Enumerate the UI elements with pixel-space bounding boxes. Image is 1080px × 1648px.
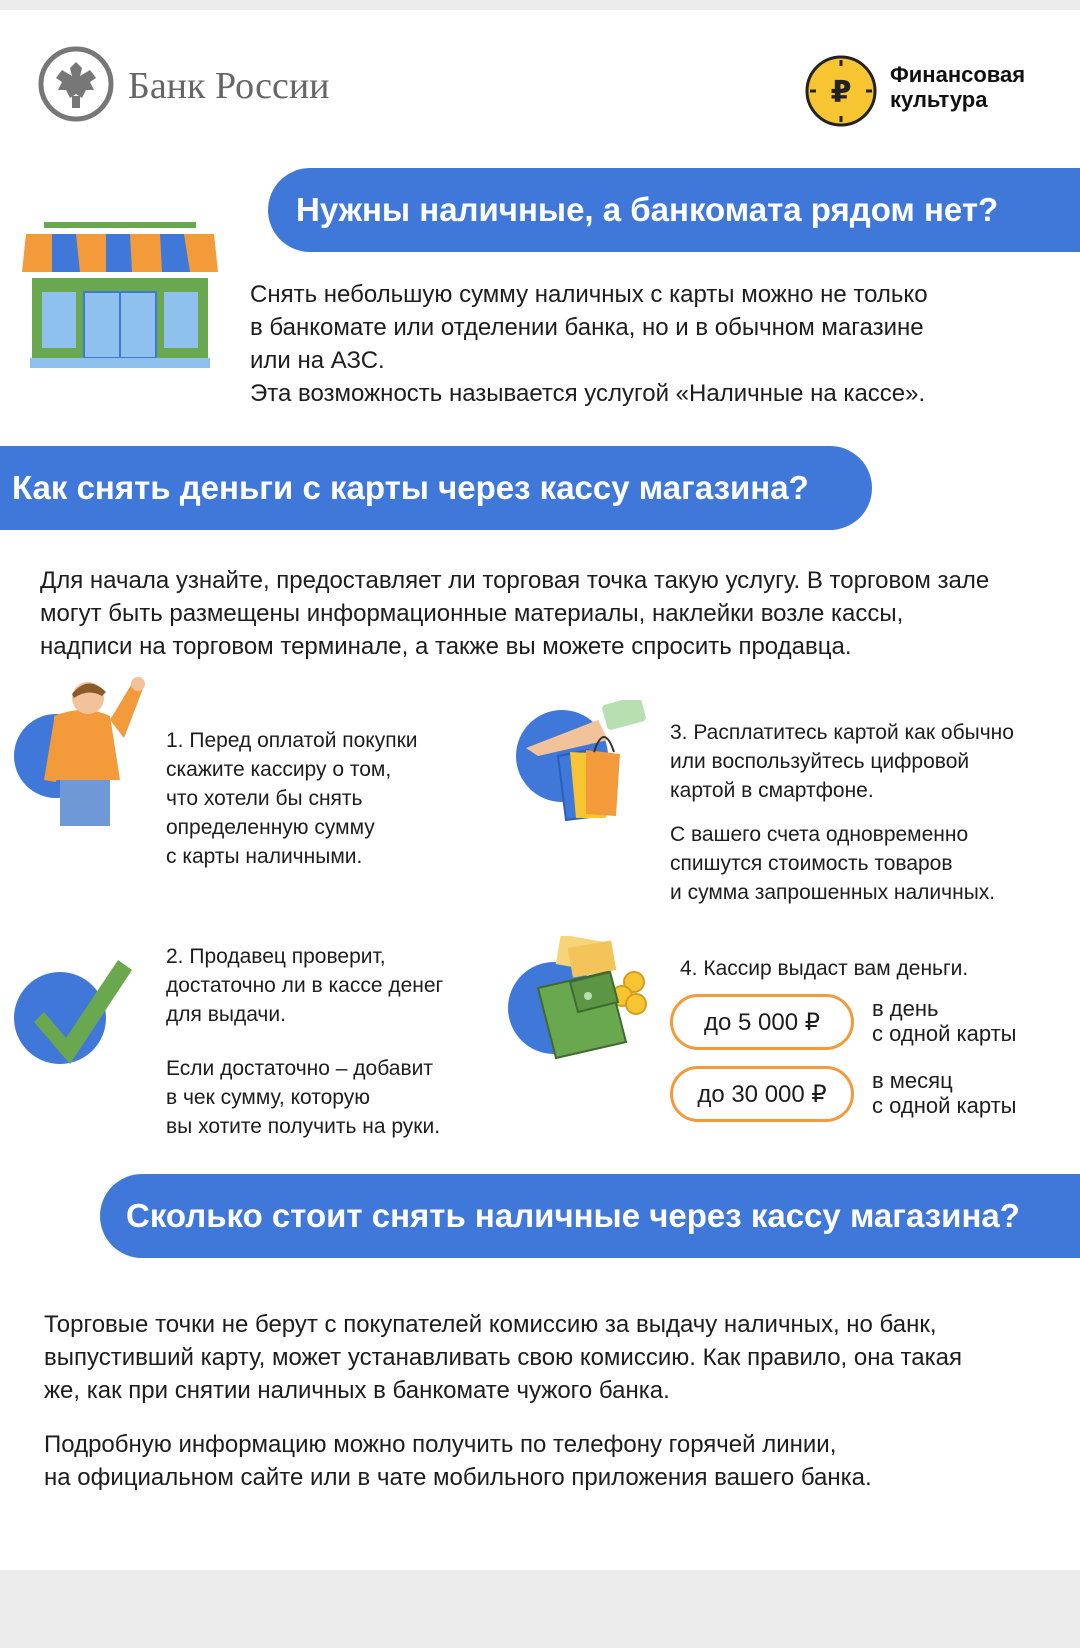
step4-illustration [508,936,658,1071]
monthly-limit-pill [670,1066,854,1122]
step3-text: 3. Расплатитесь картой как обычно или воспользуйтесь цифровой картой в смартфоне. [670,721,1014,802]
step3-note: С вашего счета одновременно спишутся стоимость товаров и сумма запрошенных наличных. [670,823,996,904]
monthly-limit-value: до 30 000 ₽ [697,1080,827,1108]
step3-illustration [508,700,668,835]
step2-note: Если достаточно – добавит в чек сумму, которую вы хотите получить на руки. [166,1057,441,1138]
step1-illustration [14,676,154,831]
check-mark-icon [14,960,134,1070]
shop-illustration [22,222,218,377]
person-pointing-icon [14,676,154,826]
banner-cost [100,1174,1080,1258]
daily-limit-pill [670,994,854,1050]
step2-text: 2. Продавец проверит, достаточно ли в кассе денег для выдачи. [166,945,444,1026]
wallet-icon [508,936,658,1066]
shop-icon [22,222,218,372]
banner-no-atm [268,168,1080,252]
intro-paragraph: Снять небольшую сумму наличных с карты можно не только в банкомате или отделении банка, но и в обычном магазине или на АЗС. Эта возможность называется услугой «Наличные на кассе». [250,281,928,407]
shopping-bags-icon [508,700,668,830]
step4-text: 4. Кассир выдаст вам деньги. [680,957,969,980]
banner-no-atm-title: Нужны наличные, а банкомата рядом нет? [296,191,999,228]
banner-how-to [0,446,872,530]
financial-culture-logo [804,54,878,133]
ruble-coin-icon [804,54,878,128]
banner-how-to-title: Как снять деньги с карты через кассу магазина? [12,469,809,506]
step1-text: 1. Перед оплатой покупки скажите кассиру о том, что хотели бы снять определенную сумму с карты наличными. [166,729,418,868]
financial-culture-text: Финансовая культура [890,62,1026,112]
how-to-intro: Для начала узнайте, предоставляет ли торговая точка такую услугу. В торговом зале могут быть размещены информационные материалы, наклейки возле кассы, надписи на торговом терминале, а также вы можете спросить продавца. [40,567,990,660]
daily-limit-note: в день с одной карты [872,996,1017,1046]
bank-name: Банк России [128,65,330,107]
cost-paragraph-2: Подробную информацию можно получить по телефону горячей линии, на официальном сайте или в чате мобильного приложения вашего банка. [44,1431,872,1491]
cost-paragraph-1: Торговые точки не берут с покупателей комиссию за выдачу наличных, но банк, выпустивший карту, может устанавливать свою комиссию. Как правило, она такая же, как при снятии наличных в банкомате чужого банка. [44,1311,962,1404]
step2-illustration [14,960,134,1075]
infographic-sheet [0,10,1080,1570]
banner-cost-title: Сколько стоит снять наличные через кассу магазина? [126,1197,1020,1234]
eagle-emblem-icon [38,46,114,122]
daily-limit-value: до 5 000 ₽ [703,1008,820,1036]
monthly-limit-note: в месяц с одной карты [872,1068,1017,1118]
svg-text:₽: ₽ [830,75,852,110]
bank-logo [38,46,114,127]
